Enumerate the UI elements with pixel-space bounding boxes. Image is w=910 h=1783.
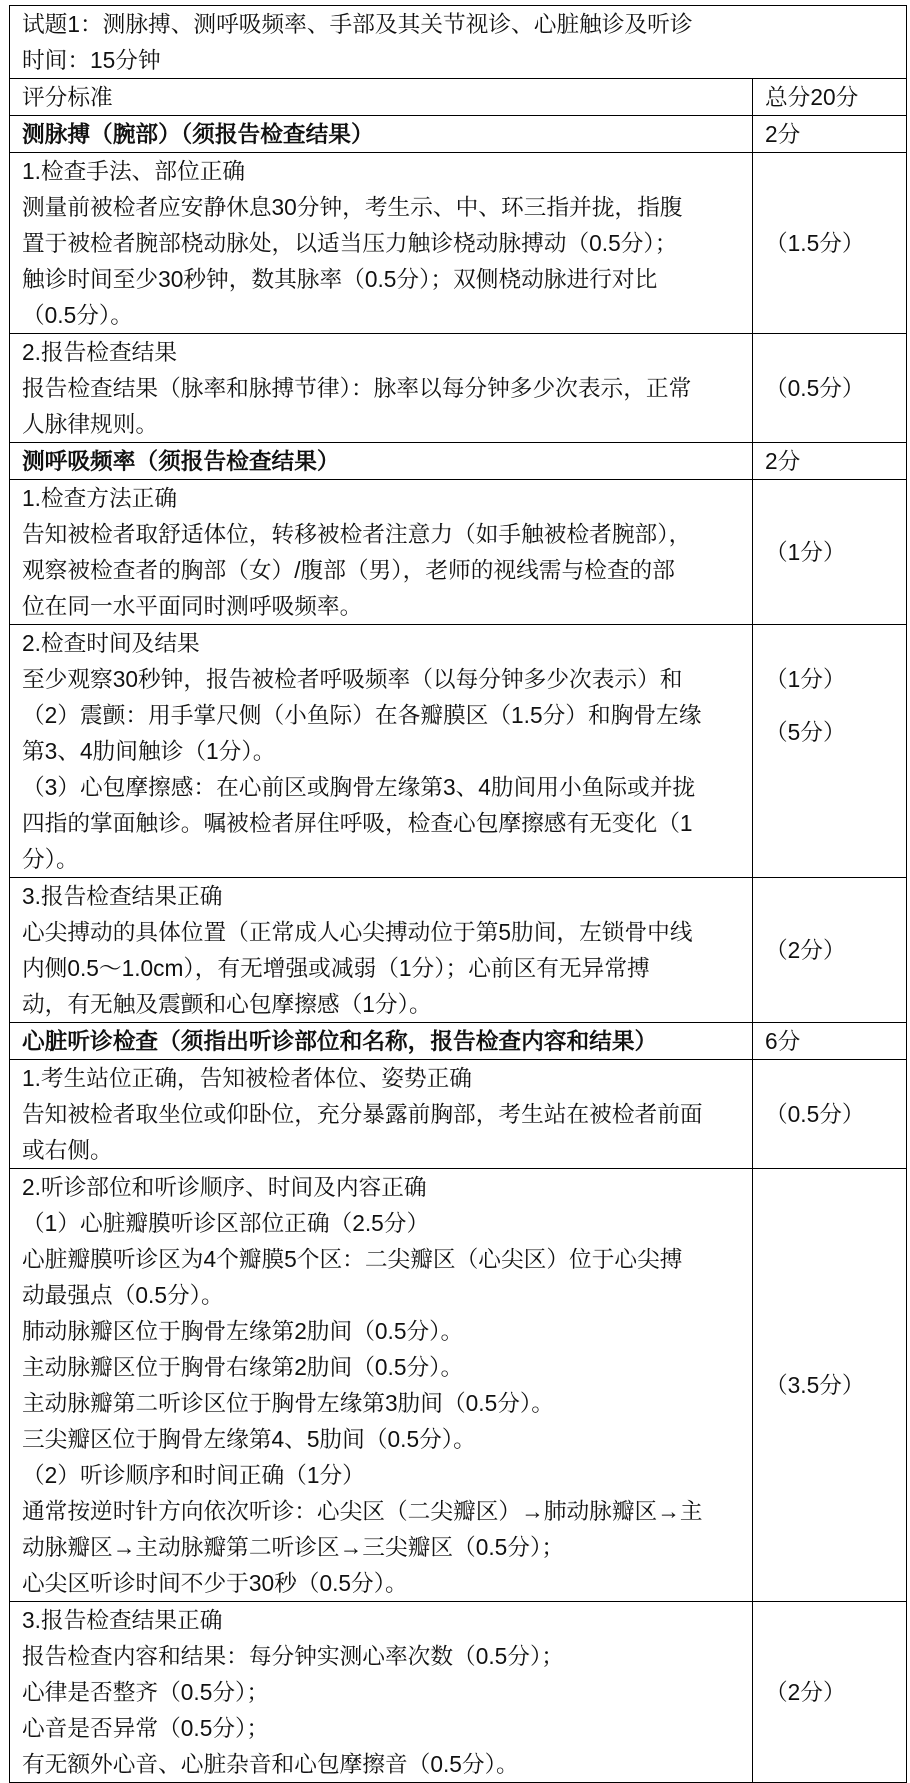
criteria-line: 通常按逆时针方向依次听诊：心尖区（二尖瓣区）→肺动脉瓣区→主 (22, 1498, 703, 1524)
criteria-line: 报告检查内容和结果：每分钟实测心率次数（0.5分）； (22, 1643, 564, 1669)
criteria-line: 观察被检查者的胸部（女）/腹部（男），老师的视线需与检查的部 (22, 557, 675, 583)
criteria-heading: 2.检查时间及结果 (22, 630, 200, 656)
item-score: （1分） (753, 480, 907, 625)
criteria-heading: 3.报告检查结果正确 (22, 883, 223, 909)
criteria-heading: 3.报告检查结果正确 (22, 1607, 223, 1633)
section-row-respiration (10, 443, 907, 480)
item-score-multi (753, 625, 907, 878)
criteria-line: 位在同一水平面同时测呼吸频率。 (22, 593, 363, 619)
criteria-line: 四指的掌面触诊。嘱被检者屏住呼吸，检查心包摩擦感有无变化（1 (22, 810, 693, 836)
criteria-line: 内侧0.5～1.0cm），有无增强或减弱（1分）；心前区有无异常搏 (22, 955, 650, 981)
exam-title: 试题1：测脉搏、测呼吸频率、手部及其关节视诊、心脏触诊及听诊 (22, 11, 693, 37)
title-row (10, 6, 907, 79)
criteria-line: 置于被检者腕部桡动脉处，以适当压力触诊桡动脉搏动（0.5分）； (22, 230, 678, 256)
criteria-text (10, 1060, 753, 1169)
criteria-row (10, 1602, 907, 1783)
criteria-text (10, 878, 753, 1023)
criteria-text (10, 480, 753, 625)
criteria-line: 第3、4肋间触诊（1分）。 (22, 738, 276, 764)
criteria-line: 主动脉瓣区位于胸骨右缘第2肋间（0.5分）。 (22, 1354, 464, 1380)
criteria-line: 动最强点（0.5分）。 (22, 1282, 224, 1308)
total-score-header: 总分20分 (753, 79, 907, 116)
section-title: 测脉搏（腕部）（须报告检查结果） (10, 116, 753, 153)
criteria-row (10, 1169, 907, 1602)
criteria-line: 有无额外心音、心脏杂音和心包摩擦音（0.5分）。 (22, 1751, 519, 1777)
criteria-line: 心尖搏动的具体位置（正常成人心尖搏动位于第5肋间，左锁骨中线 (22, 919, 693, 945)
item-score: （1.5分） (753, 153, 907, 334)
criteria-line: 分）。 (22, 846, 79, 872)
criteria-row (10, 878, 907, 1023)
criteria-heading: 2.听诊部位和听诊顺序、时间及内容正确 (22, 1174, 427, 1200)
criteria-row (10, 153, 907, 334)
criteria-line: 动，有无触及震颤和心包摩擦感（1分）。 (22, 991, 432, 1017)
section-title: 心脏听诊检查（须指出听诊部位和名称，报告检查内容和结果） (10, 1023, 753, 1060)
criteria-row (10, 625, 907, 878)
criteria-line: （3）心包摩擦感：在心前区或胸骨左缘第3、4肋间用小鱼际或并拢 (22, 774, 696, 800)
criteria-line: 告知被检者取舒适体位，转移被检者注意力（如手触被检者腕部）， (22, 521, 692, 547)
item-score: （2分） (753, 878, 907, 1023)
section-title: 测呼吸频率（须报告检查结果） (10, 443, 753, 480)
criteria-line: 心律是否整齐（0.5分）； (22, 1679, 270, 1705)
criteria-text (10, 153, 753, 334)
criteria-line: 心脏瓣膜听诊区为4个瓣膜5个区：二尖瓣区（心尖区）位于心尖搏 (22, 1246, 683, 1272)
criteria-header: 评分标准 (10, 79, 753, 116)
criteria-row (10, 1060, 907, 1169)
criteria-line: 或右侧。 (22, 1137, 113, 1163)
section-row-pulse (10, 116, 907, 153)
exam-duration: 时间：15分钟 (22, 47, 161, 73)
section-score: 6分 (753, 1023, 907, 1060)
item-score: （0.5分） (753, 334, 907, 443)
section-score: 2分 (753, 443, 907, 480)
criteria-heading: 1.考生站位正确，告知被检者体位、姿势正确 (22, 1065, 472, 1091)
header-row (10, 79, 907, 116)
criteria-line: 人脉律规则。 (22, 411, 159, 437)
criteria-line: 心音是否异常（0.5分）； (22, 1715, 270, 1741)
criteria-line: 告知被检者取坐位或仰卧位，充分暴露前胸部，考生站在被检者前面 (22, 1101, 703, 1127)
exam-title-cell (10, 6, 907, 79)
criteria-line: 三尖瓣区位于胸骨左缘第4、5肋间（0.5分）。 (22, 1426, 476, 1452)
section-row-auscultation (10, 1023, 907, 1060)
criteria-text (10, 1169, 753, 1602)
criteria-line: 测量前被检者应安静休息30分钟，考生示、中、环三指并拢，指腹 (22, 194, 683, 220)
grading-table (9, 5, 907, 1783)
criteria-text (10, 625, 753, 878)
section-score: 2分 (753, 116, 907, 153)
criteria-line: 心尖区听诊时间不少于30秒（0.5分）。 (22, 1570, 408, 1596)
criteria-text (10, 334, 753, 443)
criteria-row (10, 334, 907, 443)
criteria-line: （1）心脏瓣膜听诊区部位正确（2.5分） (22, 1210, 430, 1236)
criteria-line: （0.5分）。 (22, 302, 133, 328)
item-score: （5分） (765, 719, 846, 745)
criteria-heading: 1.检查方法正确 (22, 485, 178, 511)
item-score: （2分） (753, 1602, 907, 1783)
criteria-line: 触诊时间至少30秒钟，数其脉率（0.5分）；双侧桡动脉进行对比 (22, 266, 658, 292)
item-score: （0.5分） (753, 1060, 907, 1169)
criteria-text (10, 1602, 753, 1783)
criteria-line: （2）听诊顺序和时间正确（1分） (22, 1462, 365, 1488)
criteria-line: 报告检查结果（脉率和脉搏节律）：脉率以每分钟多少次表示，正常 (22, 375, 692, 401)
criteria-row (10, 480, 907, 625)
item-score: （1分） (765, 666, 846, 692)
criteria-line: （2）震颤：用手掌尺侧（小鱼际）在各瓣膜区（1.5分）和胸骨左缘 (22, 702, 702, 728)
item-score: （3.5分） (753, 1169, 907, 1602)
criteria-heading: 1.检查手法、部位正确 (22, 158, 246, 184)
criteria-line: 肺动脉瓣区位于胸骨左缘第2肋间（0.5分）。 (22, 1318, 464, 1344)
criteria-line: 动脉瓣区→主动脉瓣第二听诊区→三尖瓣区（0.5分）； (22, 1534, 564, 1560)
criteria-line: 主动脉瓣第二听诊区位于胸骨左缘第3肋间（0.5分）。 (22, 1390, 554, 1416)
criteria-heading: 2.报告检查结果 (22, 339, 178, 365)
criteria-line: 至少观察30秒钟，报告被检者呼吸频率（以每分钟多少次表示）和 (22, 666, 683, 692)
